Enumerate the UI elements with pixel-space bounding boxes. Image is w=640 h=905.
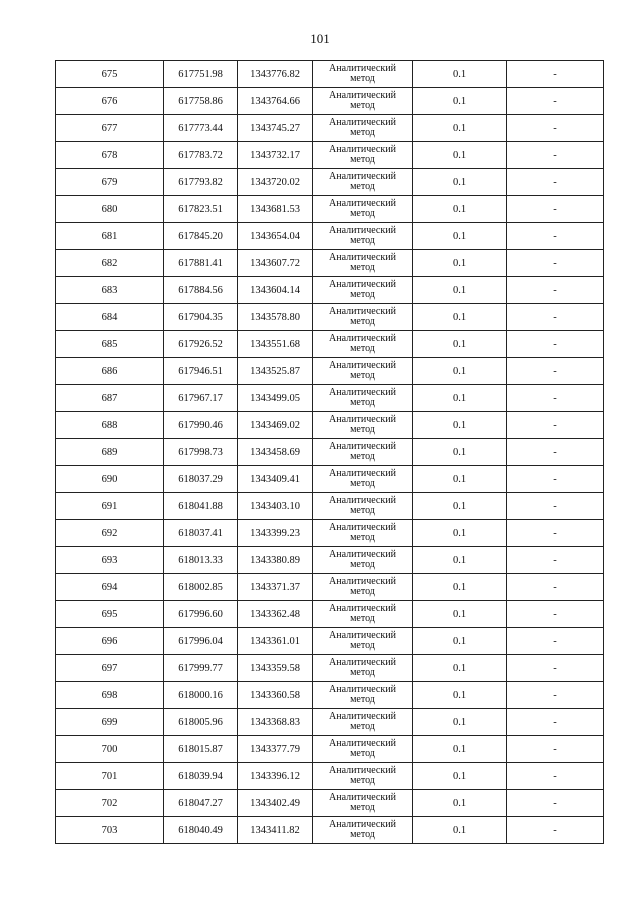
y-coordinate-cell: 1343681.53 [238,196,313,223]
point-number-cell: 696 [56,628,164,655]
table-row [56,250,604,277]
method-line-2: метод [350,127,375,138]
note-cell: - [507,790,604,817]
accuracy-cell: 0.1 [413,61,507,88]
method-line-2: метод [350,451,375,462]
x-coordinate-cell: 618037.29 [164,466,238,493]
accuracy-cell: 0.1 [413,385,507,412]
method-line-2: метод [350,73,375,84]
method-line-2: метод [350,694,375,705]
point-number-cell: 700 [56,736,164,763]
table-row [56,439,604,466]
method-line-1: Аналитический [329,171,396,182]
accuracy-cell: 0.1 [413,142,507,169]
accuracy-cell: 0.1 [413,574,507,601]
table-row [56,520,604,547]
x-coordinate-cell: 617998.73 [164,439,238,466]
method-line-1: Аналитический [329,387,396,398]
method-line-2: метод [350,154,375,165]
point-number-cell: 680 [56,196,164,223]
y-coordinate-cell: 1343458.69 [238,439,313,466]
note-cell: - [507,547,604,574]
method-line-2: метод [350,208,375,219]
accuracy-cell: 0.1 [413,277,507,304]
note-cell: - [507,574,604,601]
note-cell: - [507,520,604,547]
x-coordinate-cell: 617884.56 [164,277,238,304]
y-coordinate-cell: 1343469.02 [238,412,313,439]
x-coordinate-cell: 617751.98 [164,61,238,88]
table-row [56,169,604,196]
accuracy-cell: 0.1 [413,520,507,547]
y-coordinate-cell: 1343654.04 [238,223,313,250]
method-cell [313,223,413,250]
method-line-1: Аналитический [329,711,396,722]
method-line-1: Аналитический [329,198,396,209]
x-coordinate-cell: 617996.60 [164,601,238,628]
table-row [56,331,604,358]
table-row [56,358,604,385]
method-line-2: метод [350,235,375,246]
x-coordinate-cell: 617990.46 [164,412,238,439]
page-number: 101 [310,31,330,46]
x-coordinate-cell: 617946.51 [164,358,238,385]
accuracy-cell: 0.1 [413,196,507,223]
method-line-1: Аналитический [329,684,396,695]
table-row [56,466,604,493]
note-cell: - [507,358,604,385]
y-coordinate-cell: 1343409.41 [238,466,313,493]
table-row [56,385,604,412]
table-row [56,88,604,115]
y-coordinate-cell: 1343371.37 [238,574,313,601]
point-number-cell: 698 [56,682,164,709]
method-cell [313,736,413,763]
x-coordinate-cell: 618015.87 [164,736,238,763]
x-coordinate-cell: 618039.94 [164,763,238,790]
y-coordinate-cell: 1343745.27 [238,115,313,142]
y-coordinate-cell: 1343764.66 [238,88,313,115]
method-line-2: метод [350,100,375,111]
point-number-cell: 678 [56,142,164,169]
method-line-2: метод [350,532,375,543]
y-coordinate-cell: 1343411.82 [238,817,313,844]
y-coordinate-cell: 1343499.05 [238,385,313,412]
x-coordinate-cell: 617996.04 [164,628,238,655]
y-coordinate-cell: 1343720.02 [238,169,313,196]
note-cell: - [507,88,604,115]
y-coordinate-cell: 1343402.49 [238,790,313,817]
method-cell [313,115,413,142]
method-line-1: Аналитический [329,819,396,830]
note-cell: - [507,628,604,655]
point-number-cell: 697 [56,655,164,682]
method-cell [313,412,413,439]
method-line-2: метод [350,586,375,597]
method-cell [313,547,413,574]
method-cell [313,88,413,115]
note-cell: - [507,817,604,844]
point-number-cell: 686 [56,358,164,385]
method-cell [313,790,413,817]
method-cell [313,763,413,790]
accuracy-cell: 0.1 [413,223,507,250]
method-line-1: Аналитический [329,522,396,533]
method-line-1: Аналитический [329,657,396,668]
accuracy-cell: 0.1 [413,628,507,655]
note-cell: - [507,682,604,709]
point-number-cell: 699 [56,709,164,736]
method-line-2: метод [350,721,375,732]
method-line-1: Аналитический [329,333,396,344]
method-cell [313,574,413,601]
x-coordinate-cell: 617845.20 [164,223,238,250]
table-row [56,790,604,817]
accuracy-cell: 0.1 [413,790,507,817]
note-cell: - [507,493,604,520]
point-number-cell: 688 [56,412,164,439]
accuracy-cell: 0.1 [413,736,507,763]
table-row [56,736,604,763]
y-coordinate-cell: 1343604.14 [238,277,313,304]
y-coordinate-cell: 1343377.79 [238,736,313,763]
method-cell [313,520,413,547]
point-number-cell: 703 [56,817,164,844]
accuracy-cell: 0.1 [413,304,507,331]
table-row [56,493,604,520]
method-line-2: метод [350,289,375,300]
x-coordinate-cell: 618047.27 [164,790,238,817]
accuracy-cell: 0.1 [413,88,507,115]
method-line-1: Аналитический [329,90,396,101]
method-cell [313,61,413,88]
y-coordinate-cell: 1343396.12 [238,763,313,790]
method-line-1: Аналитический [329,576,396,587]
method-line-2: метод [350,343,375,354]
note-cell: - [507,466,604,493]
method-cell [313,169,413,196]
table-row [56,763,604,790]
method-line-2: метод [350,262,375,273]
table-row [56,142,604,169]
point-number-cell: 683 [56,277,164,304]
point-number-cell: 676 [56,88,164,115]
y-coordinate-cell: 1343368.83 [238,709,313,736]
table-row [56,601,604,628]
y-coordinate-cell: 1343551.68 [238,331,313,358]
x-coordinate-cell: 618005.96 [164,709,238,736]
method-cell [313,142,413,169]
note-cell: - [507,196,604,223]
note-cell: - [507,250,604,277]
method-line-1: Аналитический [329,306,396,317]
point-number-cell: 690 [56,466,164,493]
table-row [56,61,604,88]
table-row [56,547,604,574]
y-coordinate-cell: 1343380.89 [238,547,313,574]
y-coordinate-cell: 1343525.87 [238,358,313,385]
y-coordinate-cell: 1343578.80 [238,304,313,331]
method-line-1: Аналитический [329,252,396,263]
method-line-1: Аналитический [329,603,396,614]
method-cell [313,655,413,682]
x-coordinate-cell: 617999.77 [164,655,238,682]
method-line-1: Аналитический [329,144,396,155]
x-coordinate-cell: 617758.86 [164,88,238,115]
table-row [56,412,604,439]
note-cell: - [507,412,604,439]
method-cell [313,250,413,277]
method-line-2: метод [350,370,375,381]
method-line-2: метод [350,397,375,408]
point-number-cell: 685 [56,331,164,358]
method-cell [313,385,413,412]
point-number-cell: 695 [56,601,164,628]
method-line-2: метод [350,775,375,786]
note-cell: - [507,763,604,790]
method-cell [313,817,413,844]
method-line-2: метод [350,316,375,327]
method-line-1: Аналитический [329,549,396,560]
method-cell [313,466,413,493]
method-line-1: Аналитический [329,765,396,776]
point-number-cell: 689 [56,439,164,466]
x-coordinate-cell: 618002.85 [164,574,238,601]
method-line-2: метод [350,424,375,435]
accuracy-cell: 0.1 [413,709,507,736]
table-row [56,277,604,304]
x-coordinate-cell: 618037.41 [164,520,238,547]
x-coordinate-cell: 618041.88 [164,493,238,520]
accuracy-cell: 0.1 [413,439,507,466]
table-row [56,115,604,142]
y-coordinate-cell: 1343776.82 [238,61,313,88]
note-cell: - [507,223,604,250]
point-number-cell: 677 [56,115,164,142]
note-cell: - [507,331,604,358]
accuracy-cell: 0.1 [413,250,507,277]
note-cell: - [507,601,604,628]
x-coordinate-cell: 617793.82 [164,169,238,196]
point-number-cell: 681 [56,223,164,250]
y-coordinate-cell: 1343361.01 [238,628,313,655]
y-coordinate-cell: 1343399.23 [238,520,313,547]
note-cell: - [507,439,604,466]
note-cell: - [507,709,604,736]
method-line-1: Аналитический [329,360,396,371]
point-number-cell: 693 [56,547,164,574]
accuracy-cell: 0.1 [413,169,507,196]
method-cell [313,439,413,466]
method-line-2: метод [350,667,375,678]
method-line-2: метод [350,505,375,516]
table-row [56,304,604,331]
table-body [56,61,604,844]
x-coordinate-cell: 618013.33 [164,547,238,574]
x-coordinate-cell: 618040.49 [164,817,238,844]
method-cell [313,601,413,628]
x-coordinate-cell: 617783.72 [164,142,238,169]
method-line-2: метод [350,613,375,624]
accuracy-cell: 0.1 [413,331,507,358]
point-number-cell: 694 [56,574,164,601]
note-cell: - [507,169,604,196]
x-coordinate-cell: 617904.35 [164,304,238,331]
method-cell [313,358,413,385]
method-line-1: Аналитический [329,792,396,803]
table-row [56,655,604,682]
note-cell: - [507,142,604,169]
method-cell [313,196,413,223]
note-cell: - [507,277,604,304]
point-number-cell: 687 [56,385,164,412]
table-row [56,628,604,655]
table-row [56,574,604,601]
accuracy-cell: 0.1 [413,115,507,142]
method-line-1: Аналитический [329,495,396,506]
point-number-cell: 675 [56,61,164,88]
method-cell [313,682,413,709]
note-cell: - [507,304,604,331]
method-line-2: метод [350,829,375,840]
point-number-cell: 701 [56,763,164,790]
accuracy-cell: 0.1 [413,763,507,790]
method-line-1: Аналитический [329,279,396,290]
method-cell [313,304,413,331]
method-line-1: Аналитический [329,738,396,749]
x-coordinate-cell: 617967.17 [164,385,238,412]
table-row [56,682,604,709]
method-line-2: метод [350,640,375,651]
method-cell [313,493,413,520]
point-number-cell: 679 [56,169,164,196]
x-coordinate-cell: 617823.51 [164,196,238,223]
y-coordinate-cell: 1343732.17 [238,142,313,169]
method-cell [313,331,413,358]
table-row [56,817,604,844]
note-cell: - [507,736,604,763]
accuracy-cell: 0.1 [413,817,507,844]
accuracy-cell: 0.1 [413,601,507,628]
method-line-2: метод [350,802,375,813]
method-cell [313,628,413,655]
y-coordinate-cell: 1343360.58 [238,682,313,709]
table-row [56,196,604,223]
method-cell [313,709,413,736]
accuracy-cell: 0.1 [413,358,507,385]
method-line-1: Аналитический [329,225,396,236]
method-cell [313,277,413,304]
method-line-2: метод [350,181,375,192]
y-coordinate-cell: 1343607.72 [238,250,313,277]
method-line-1: Аналитический [329,414,396,425]
method-line-2: метод [350,559,375,570]
y-coordinate-cell: 1343359.58 [238,655,313,682]
accuracy-cell: 0.1 [413,412,507,439]
note-cell: - [507,115,604,142]
x-coordinate-cell: 617926.52 [164,331,238,358]
note-cell: - [507,61,604,88]
accuracy-cell: 0.1 [413,466,507,493]
y-coordinate-cell: 1343403.10 [238,493,313,520]
point-number-cell: 684 [56,304,164,331]
x-coordinate-cell: 617881.41 [164,250,238,277]
accuracy-cell: 0.1 [413,682,507,709]
point-number-cell: 682 [56,250,164,277]
method-line-1: Аналитический [329,468,396,479]
point-number-cell: 702 [56,790,164,817]
x-coordinate-cell: 618000.16 [164,682,238,709]
coordinates-table [55,60,604,844]
method-line-1: Аналитический [329,63,396,74]
point-number-cell: 692 [56,520,164,547]
accuracy-cell: 0.1 [413,655,507,682]
note-cell: - [507,655,604,682]
table-row [56,223,604,250]
method-line-2: метод [350,748,375,759]
point-number-cell: 691 [56,493,164,520]
method-line-1: Аналитический [329,630,396,641]
note-cell: - [507,385,604,412]
method-line-1: Аналитический [329,117,396,128]
table-row [56,709,604,736]
method-line-2: метод [350,478,375,489]
accuracy-cell: 0.1 [413,493,507,520]
x-coordinate-cell: 617773.44 [164,115,238,142]
method-line-1: Аналитический [329,441,396,452]
accuracy-cell: 0.1 [413,547,507,574]
y-coordinate-cell: 1343362.48 [238,601,313,628]
